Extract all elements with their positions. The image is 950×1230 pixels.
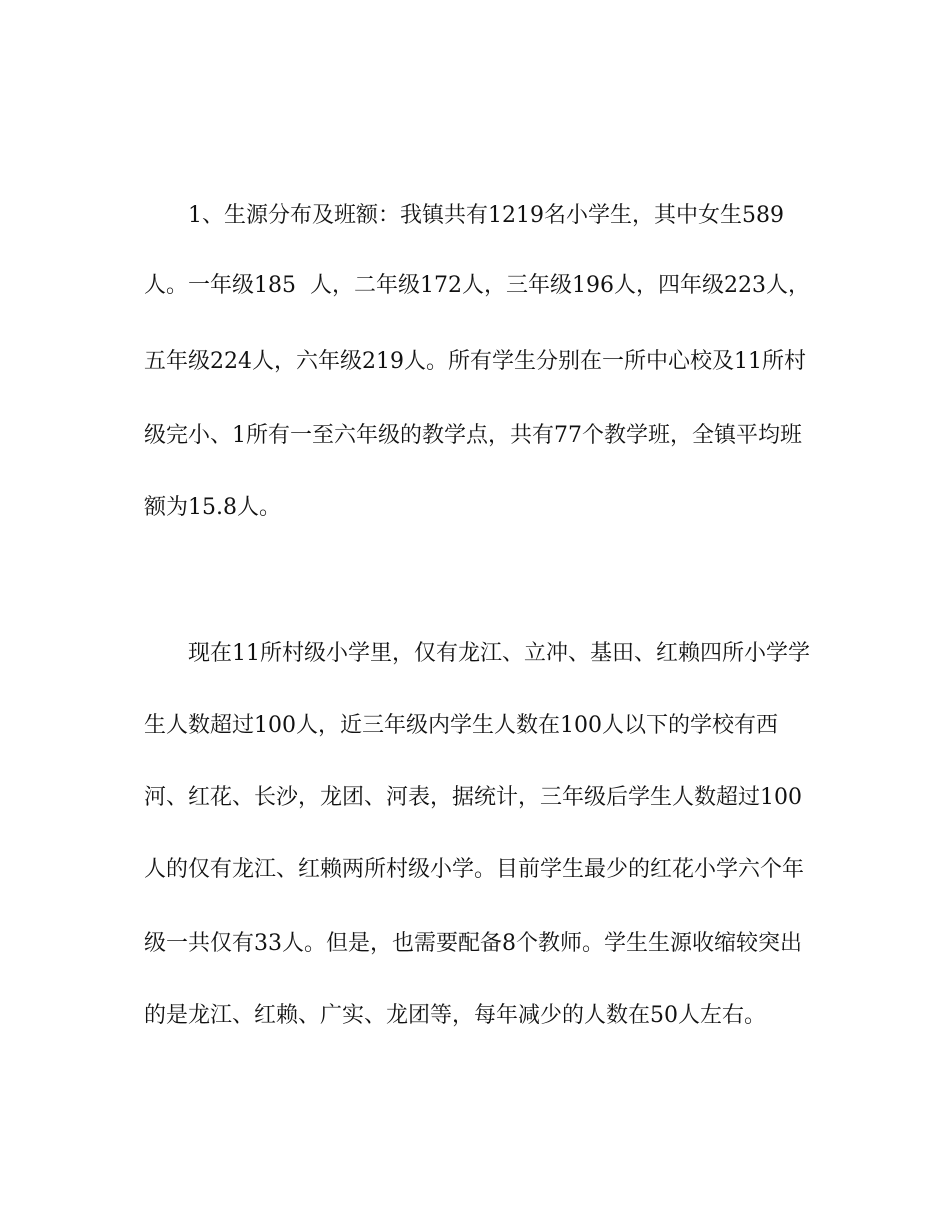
text-line: 人。一年级185 人，二年级172人，三年级196人，四年级223人， (144, 273, 810, 298)
text-line: 级一共仅有33人。但是，也需要配备8个教师。学生生源收缩较突出 (144, 931, 802, 956)
text-line: 现在11所村级小学里，仅有龙江、立冲、基田、红赖四所小学学 (188, 641, 810, 666)
text-line: 1、生源分布及班额：我镇共有1219名小学生，其中女生589 (188, 203, 784, 228)
text-line: 生人数超过100人，近三年级内学生人数在100人以下的学校有西 (144, 713, 778, 738)
text-line: 额为15.8人。 (144, 495, 281, 520)
text-line: 河、红花、长沙，龙团、河表，据统计，三年级后学生人数超过100 (144, 785, 802, 810)
text-line: 人的仅有龙江、红赖两所村级小学。目前学生最少的红花小学六个年 (144, 857, 805, 882)
text-line: 的是龙江、红赖、广实、龙团等，每年减少的人数在50人左右。 (144, 1003, 766, 1028)
text-line: 级完小、1所有一至六年级的教学点，共有77个教学班，全镇平均班 (144, 423, 802, 448)
text-line: 五年级224人，六年级219人。所有学生分别在一所中心校及11所村 (144, 349, 806, 374)
